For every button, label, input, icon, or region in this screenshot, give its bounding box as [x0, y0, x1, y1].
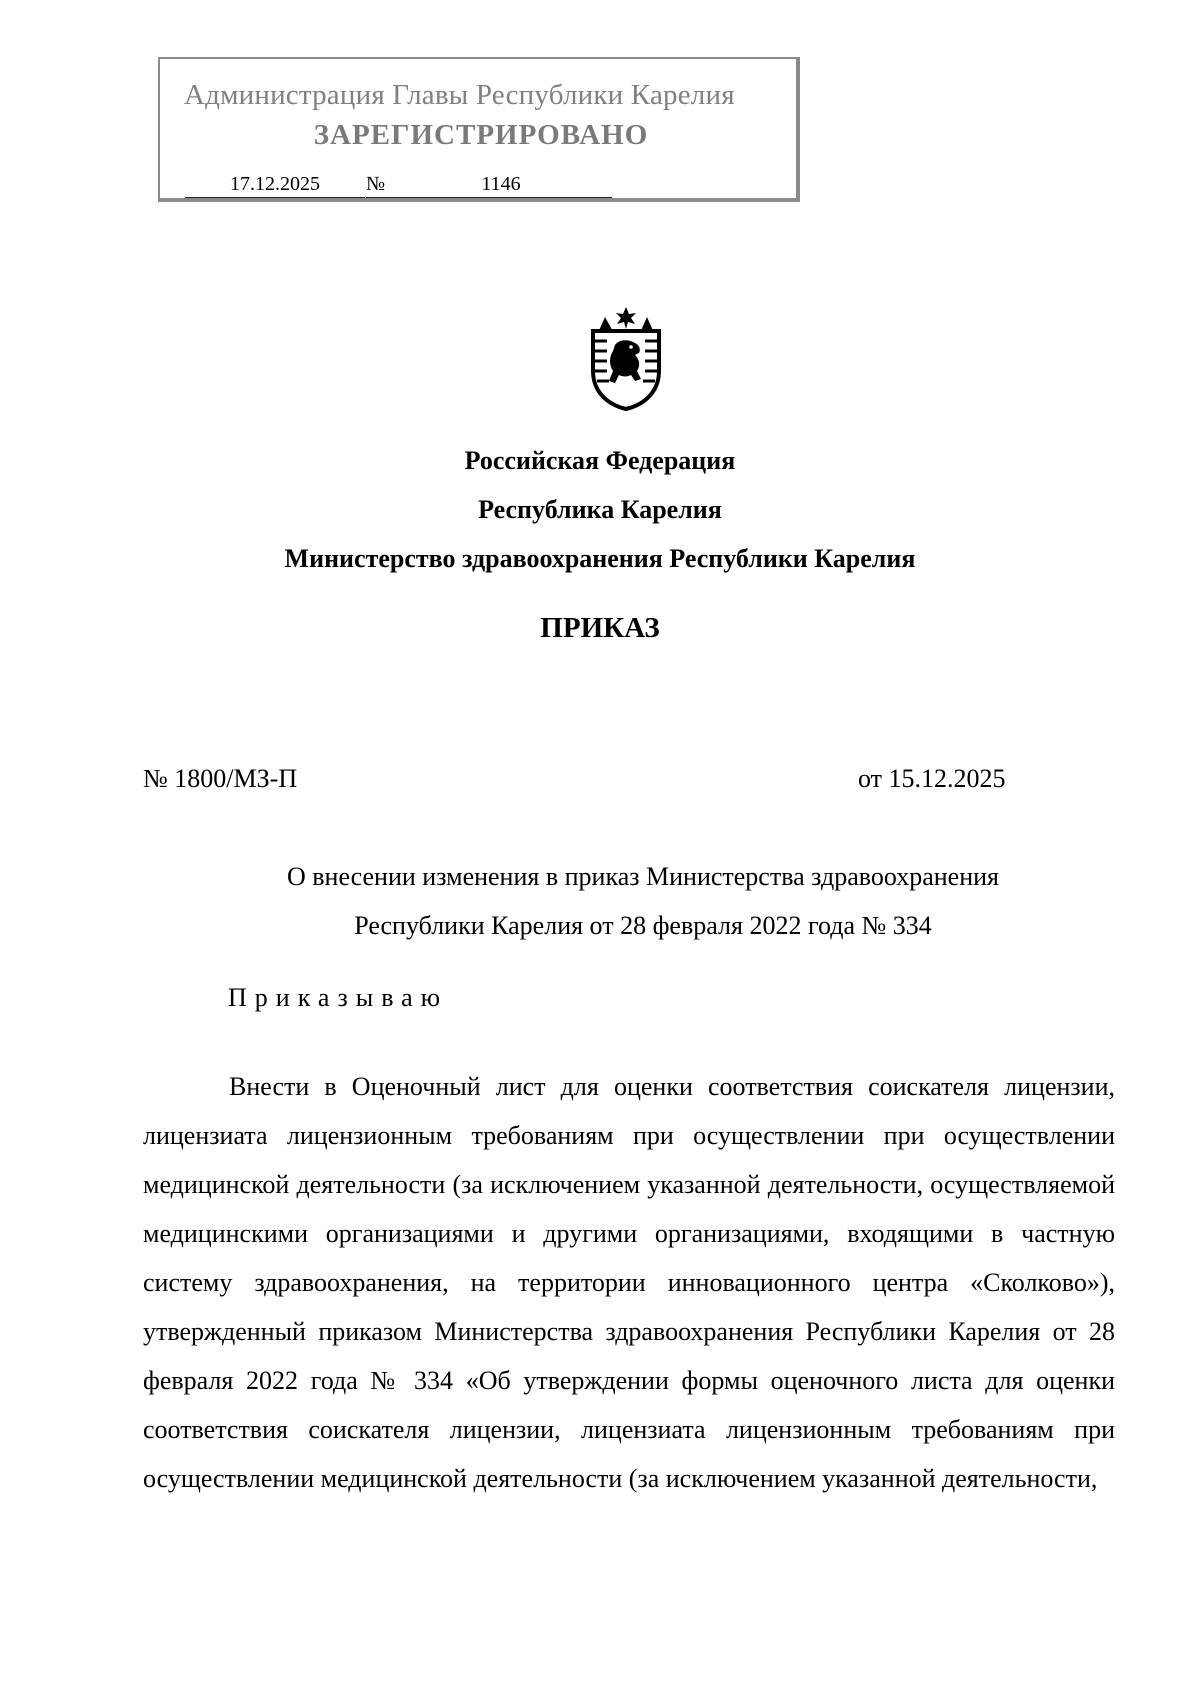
- order-word: Приказываю: [228, 983, 449, 1012]
- subject-line-1: О внесении изменения в приказ Министерства здравоохранения: [287, 862, 999, 891]
- document-type-title: ПРИКАЗ: [540, 612, 660, 644]
- stamp-organization: Администрация Главы Республики Карелия: [184, 79, 735, 111]
- header-ministry: Министерство здравоохранения Республики Карелия: [284, 544, 916, 573]
- order-number: № 1800/МЗ-П: [143, 764, 298, 793]
- order-subject: [143, 852, 1143, 950]
- body-paragraph: Внести в Оценочный лист для оценки соответствия соискателя лицензии, лицензиата лицензионным требованиям при осуществлении при осуществлении медицинской деятельности (за исключением указанной деятельности, осуществляемой медицинскими организациями и другими организациями, входящими в частную систему здравоохранения, на территории инновационного центра «Сколково»), утвержденный приказом Министерства здравоохранения Республики Карелия от 28 февраля 2022 года № 334 «Об утверждении формы оценочного листа для оценки соответствия соискателя лицензии, лицензиата лицензионным требованиям при осуществлении медицинской деятельности (за исключением указанной деятельности,: [143, 1072, 1115, 1493]
- header-country: Российская Федерация: [464, 446, 736, 475]
- order-date: от 15.12.2025: [858, 764, 1006, 793]
- stamp-status: ЗАРЕГИСТРИРОВАНО: [313, 119, 649, 151]
- stamp-date: 17.12.2025: [185, 171, 365, 198]
- subject-line-2: Республики Карелия от 28 февраля 2022 года № 334: [354, 911, 932, 940]
- karelia-coat-of-arms-icon: [585, 305, 667, 411]
- stamp-number-label: №: [366, 171, 390, 198]
- header-republic: Республика Карелия: [478, 495, 722, 524]
- registration-stamp: [158, 57, 800, 202]
- stamp-number: 1146: [390, 171, 612, 198]
